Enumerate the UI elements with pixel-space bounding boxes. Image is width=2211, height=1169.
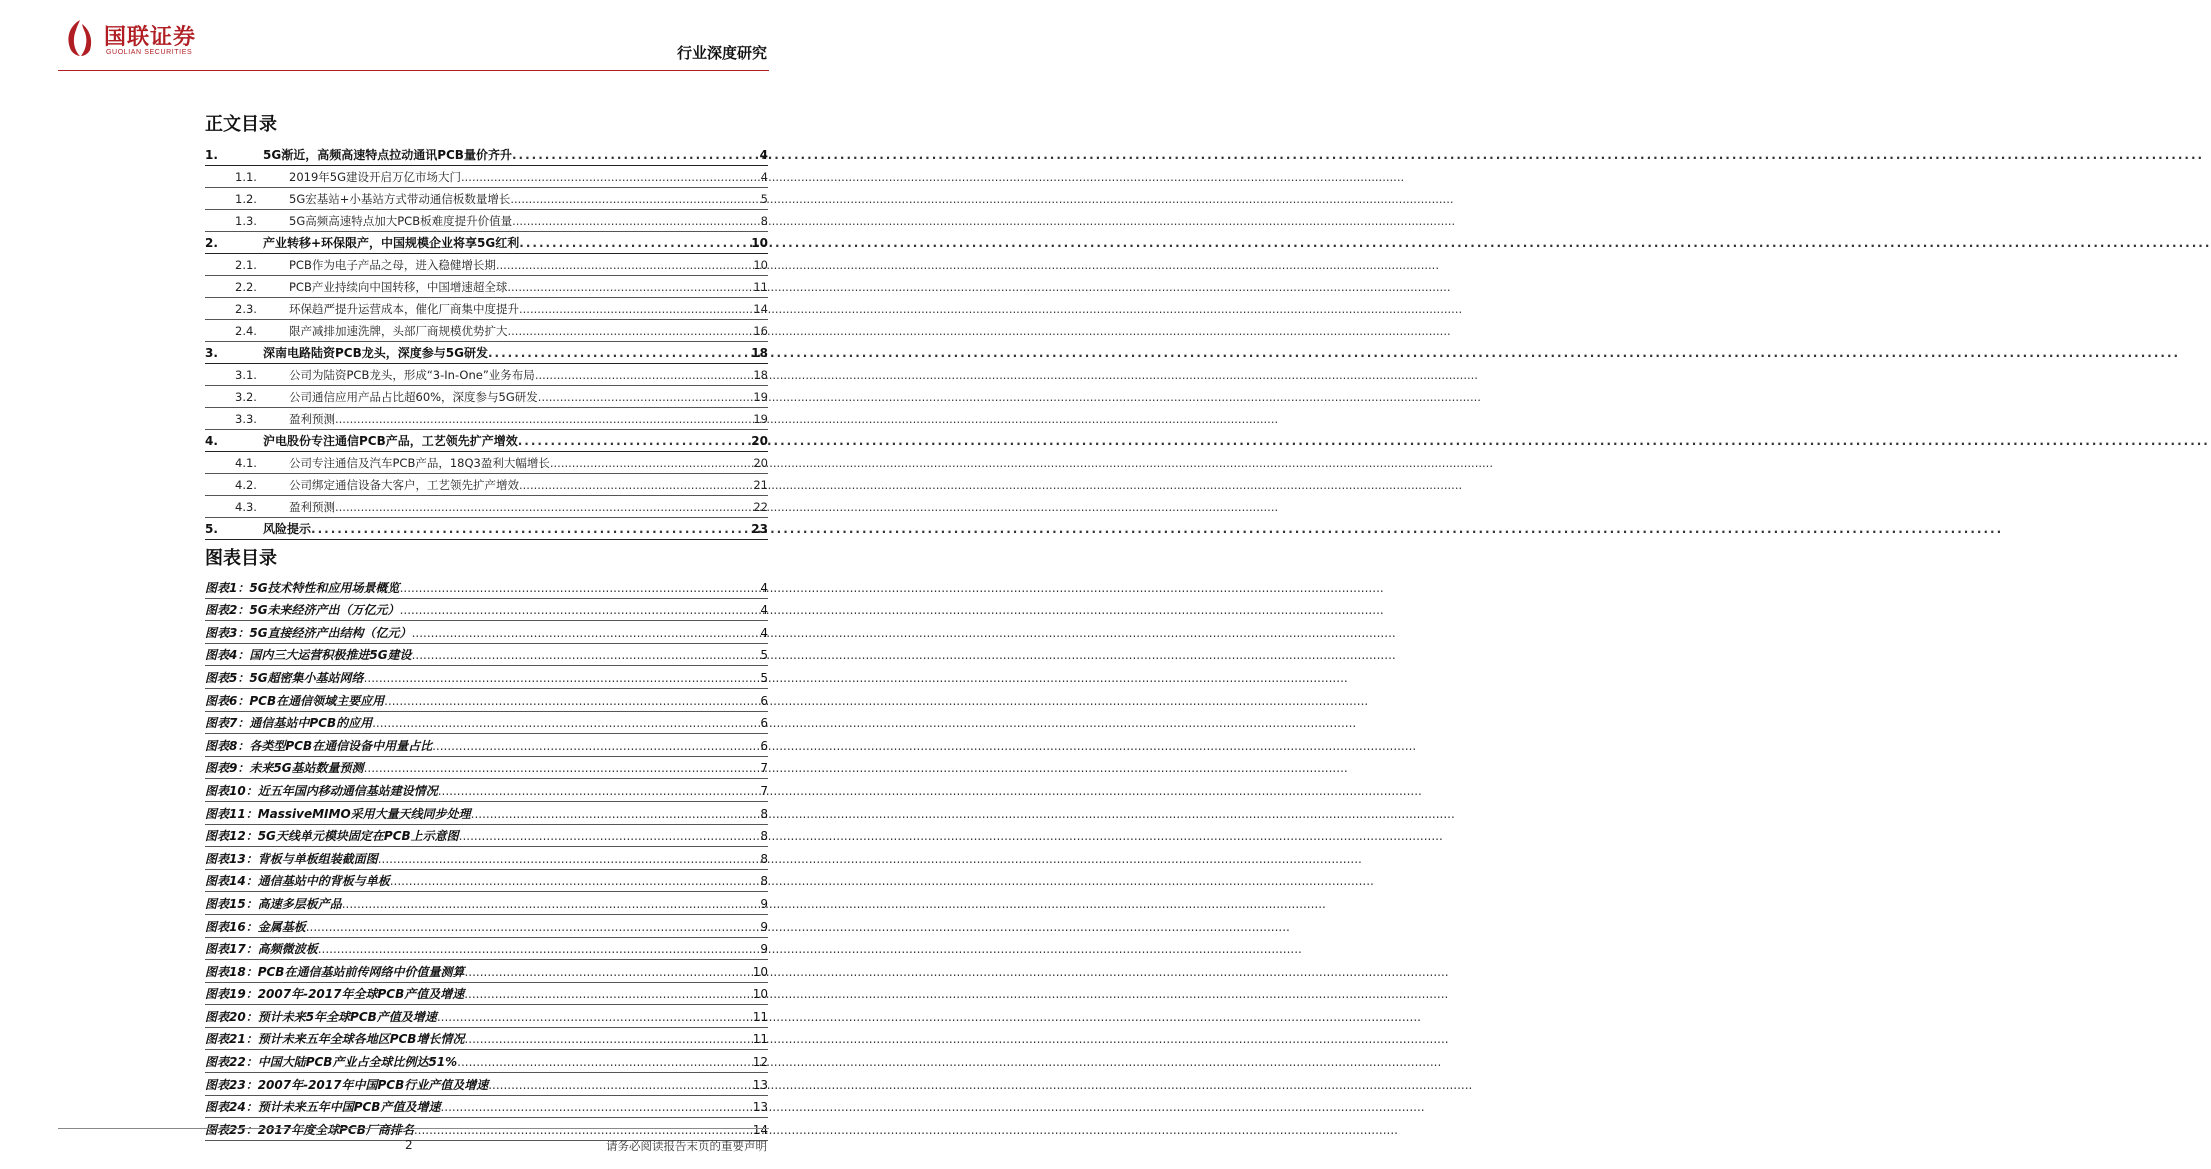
- toc-entry-title: PCB产业持续向中国转移，中国增速超全球: [289, 280, 508, 294]
- toc-heading: 正文目录: [205, 114, 277, 135]
- dot-leader: [378, 849, 759, 869]
- toc-entry-page: 23: [751, 522, 768, 536]
- figure-list-entry[interactable]: [205, 983, 768, 1006]
- figure-entry-page: 6: [760, 693, 768, 708]
- figure-entry-title: 图表1：5G技术特性和应用场景概览: [205, 580, 400, 595]
- figure-entry-page: 8: [760, 829, 768, 844]
- toc-section-entry[interactable]: [205, 452, 768, 474]
- figure-entry-title: 图表17：高频微波板: [205, 942, 318, 957]
- toc-section-entry[interactable]: [205, 210, 768, 232]
- figure-list-entry[interactable]: [205, 960, 768, 983]
- dot-leader: [384, 691, 758, 711]
- dot-leader: [488, 1075, 750, 1095]
- toc-entry-page: 8: [760, 214, 768, 228]
- toc-entry-number: 4.: [205, 434, 218, 448]
- figure-entry-title: 图表6：PCB在通信领域主要应用: [205, 693, 385, 708]
- dot-leader: [440, 1097, 750, 1117]
- dot-leader: [318, 939, 759, 959]
- toc-chapter-entry[interactable]: [205, 518, 768, 540]
- toc-entry-title: 5G渐近，高频高速特点拉动通讯PCB量价齐升: [263, 148, 512, 162]
- dot-leader: [464, 1029, 750, 1049]
- header-divider: [58, 70, 769, 71]
- toc-entry-title: 深南电路陆资PCB龙头，深度参与5G研发: [263, 346, 488, 360]
- dot-leader: [400, 578, 759, 598]
- toc-section-entry[interactable]: [205, 298, 768, 320]
- figure-list-entry[interactable]: [205, 599, 768, 622]
- dot-leader: [535, 365, 752, 385]
- dot-leader: [372, 713, 758, 733]
- toc-chapter-entry[interactable]: [205, 232, 768, 254]
- figure-list-entry[interactable]: [205, 847, 768, 870]
- toc-entry-title: 盈利预测: [289, 500, 335, 514]
- figure-entry-title: 图表22：中国大陆PCB产业占全球比例达51%: [205, 1055, 458, 1070]
- toc-entry-page: 5: [760, 192, 768, 206]
- dot-leader: [550, 453, 752, 473]
- figure-entry-page: 8: [760, 851, 768, 866]
- dot-leader: [364, 668, 759, 688]
- figure-entry-page: 5: [760, 670, 768, 685]
- dot-leader: [311, 519, 749, 539]
- dot-leader: [508, 321, 752, 341]
- toc-entry-title: 公司为陆资PCB龙头，形成“3-In-One”业务布局: [289, 368, 535, 382]
- dot-leader: [519, 299, 751, 319]
- figure-list-entry[interactable]: [205, 1073, 768, 1096]
- figure-entry-page: 10: [752, 964, 768, 979]
- figure-entry-page: 7: [760, 783, 768, 798]
- dot-leader: [519, 475, 751, 495]
- figure-list-entry[interactable]: [205, 938, 768, 961]
- report-type-label: 行业深度研究: [676, 44, 767, 62]
- figure-entry-title: 图表11：MassiveMIMO采用大量天线同步处理: [205, 806, 471, 821]
- toc-entry-title: 2019年5G建设开启万亿市场大门: [289, 170, 461, 184]
- toc-entry-number: 4.3.: [235, 500, 257, 514]
- figure-entry-title: 图表9：未来5G基站数量预测: [205, 761, 364, 776]
- toc-entry-number: 5.: [205, 522, 218, 536]
- figure-list-entry[interactable]: [205, 666, 768, 689]
- page-number: 2: [405, 1138, 413, 1152]
- toc-entry-title: 风险提示: [263, 522, 312, 536]
- toc-entry-page: 16: [753, 324, 768, 338]
- figure-entry-page: 13: [752, 1077, 768, 1092]
- toc-entry-title: 盈利预测: [289, 412, 335, 426]
- figure-entry-title: 图表10：近五年国内移动通信基站建设情况: [205, 783, 438, 798]
- dot-leader: [364, 758, 759, 778]
- figure-entry-page: 13: [752, 1100, 768, 1115]
- figure-list-entry[interactable]: [205, 1028, 768, 1051]
- toc-entry-page: 19: [753, 412, 768, 426]
- toc-entry-page: 21: [753, 478, 768, 492]
- toc-section-entry[interactable]: [205, 254, 768, 276]
- figure-entry-page: 8: [760, 806, 768, 821]
- toc-entry-number: 2.1.: [235, 258, 257, 272]
- dot-leader: [437, 1007, 751, 1027]
- dot-leader: [496, 255, 752, 275]
- dot-leader: [390, 871, 759, 891]
- dot-leader: [461, 167, 759, 187]
- footer-disclaimer: 请务必阅读报告末页的重要声明: [606, 1139, 767, 1153]
- toc-section-entry[interactable]: [205, 408, 768, 430]
- logo-text-cn: 国联证券: [104, 25, 197, 50]
- figure-entry-page: 12: [752, 1055, 768, 1070]
- figures-heading: 图表目录: [205, 548, 277, 569]
- toc-entry-title: PCB作为电子产品之母，进入稳健增长期: [289, 258, 496, 272]
- figure-list-entry[interactable]: [205, 779, 768, 802]
- figure-entry-title: 图表2：5G未来经济产出（万亿元）: [205, 603, 400, 618]
- figure-entry-title: 图表5：5G超密集小基站网络: [205, 670, 364, 685]
- figure-list-entry[interactable]: [205, 621, 768, 644]
- toc-section-entry[interactable]: [205, 364, 768, 386]
- dot-leader: [432, 736, 758, 756]
- toc-section-entry[interactable]: [205, 166, 768, 188]
- figure-entry-title: 图表7：通信基站中PCB的应用: [205, 716, 373, 731]
- figure-list-entry[interactable]: [205, 644, 768, 667]
- figure-entry-page: 8: [760, 874, 768, 889]
- toc-entry-number: 2.: [205, 236, 218, 250]
- toc-entry-page: 11: [753, 280, 768, 294]
- company-logo: [60, 18, 210, 62]
- toc-entry-number: 2.4.: [235, 324, 257, 338]
- toc-chapter-entry[interactable]: [205, 342, 768, 364]
- toc-entry-page: 18: [753, 368, 768, 382]
- dot-leader: [335, 409, 751, 429]
- dot-leader: [438, 781, 759, 801]
- toc-entry-title: 限产减排加速洗牌，头部厂商规模优势扩大: [289, 324, 508, 338]
- figure-entry-title: 图表3：5G直接经济产出结构（亿元）: [205, 625, 412, 640]
- toc-chapter-entry[interactable]: [205, 144, 768, 166]
- figure-entry-title: 图表8：各类型PCB在通信设备中用量占比: [205, 738, 433, 753]
- toc-entry-title: 公司专注通信及汽车PCB产品，18Q3盈利大幅增长: [289, 456, 550, 470]
- toc-entry-number: 3.3.: [235, 412, 257, 426]
- toc-entry-page: 4: [759, 148, 768, 162]
- figure-list-entry[interactable]: [205, 870, 768, 893]
- toc-entry-title: 公司绑定通信设备大客户，工艺领先扩产增效: [289, 478, 519, 492]
- table-of-contents: [205, 144, 768, 540]
- figure-entry-page: 14: [752, 1122, 768, 1137]
- dot-leader: [464, 962, 750, 982]
- dot-leader: [512, 211, 759, 231]
- dot-leader: [512, 145, 758, 165]
- toc-entry-title: 5G宏基站+小基站方式带动通信板数量增长: [289, 192, 511, 206]
- figure-entry-page: 11: [752, 1009, 768, 1024]
- toc-entry-number: 1.1.: [235, 170, 257, 184]
- figure-list-entry[interactable]: [205, 802, 768, 825]
- figure-entry-page: 4: [760, 603, 768, 618]
- toc-entry-page: 18: [751, 346, 768, 360]
- dot-leader: [488, 343, 749, 363]
- toc-section-entry[interactable]: [205, 496, 768, 518]
- toc-entry-page: 10: [751, 236, 768, 250]
- toc-entry-title: 公司通信应用产品占比超60%，深度参与5G研发: [289, 390, 538, 404]
- figure-list-entry[interactable]: [205, 915, 768, 938]
- figure-entry-title: 图表25：2017年度全球PCB厂商排名: [205, 1122, 414, 1137]
- toc-entry-page: 14: [753, 302, 768, 316]
- figure-entry-title: 图表12：5G天线单元模块固定在PCB上示意图: [205, 829, 459, 844]
- figure-entry-title: 图表16：金属基板: [205, 919, 306, 934]
- figure-entry-title: 图表14：通信基站中的背板与单板: [205, 874, 390, 889]
- toc-entry-page: 19: [753, 390, 768, 404]
- figure-entry-page: 6: [760, 738, 768, 753]
- dot-leader: [464, 984, 750, 1004]
- dot-leader: [412, 645, 759, 665]
- toc-entry-number: 1.3.: [235, 214, 257, 228]
- figure-entry-title: 图表20：预计未来5年全球PCB产值及增速: [205, 1009, 437, 1024]
- dot-leader: [538, 387, 752, 407]
- dot-leader: [306, 917, 759, 937]
- figure-entry-page: 4: [760, 625, 768, 640]
- toc-entry-page: 10: [753, 258, 768, 272]
- figure-entry-title: 图表4：国内三大运营积极推进5G建设: [205, 648, 412, 663]
- logo-text-en: GUOLIAN SECURITIES: [106, 49, 193, 56]
- dot-leader: [471, 804, 759, 824]
- toc-entry-title: 沪电股份专注通信PCB产品，工艺领先扩产增效: [263, 434, 518, 448]
- toc-entry-page: 20: [753, 456, 768, 470]
- toc-entry-title: 环保趋严提升运营成本，催化厂商集中度提升: [289, 302, 519, 316]
- figure-list-entry[interactable]: [205, 825, 768, 848]
- figure-entry-page: 10: [752, 987, 768, 1002]
- toc-section-entry[interactable]: [205, 386, 768, 408]
- figure-entry-title: 图表19：2007年-2017年全球PCB产值及增速: [205, 987, 465, 1002]
- toc-section-entry[interactable]: [205, 474, 768, 496]
- figure-entry-page: 9: [760, 919, 768, 934]
- dot-leader: [400, 600, 759, 620]
- figure-entry-title: 图表15：高速多层板产品: [205, 896, 342, 911]
- figure-list-entry[interactable]: [205, 892, 768, 915]
- toc-entry-number: 2.3.: [235, 302, 257, 316]
- toc-chapter-entry[interactable]: [205, 430, 768, 452]
- toc-entry-number: 2.2.: [235, 280, 257, 294]
- toc-entry-number: 4.2.: [235, 478, 257, 492]
- figure-entry-page: 9: [760, 942, 768, 957]
- toc-entry-page: 20: [751, 434, 768, 448]
- toc-entry-title: 产业转移+环保限产，中国规模企业将享5G红利: [263, 236, 520, 250]
- dot-leader: [459, 826, 759, 846]
- toc-entry-number: 3.1.: [235, 368, 257, 382]
- toc-section-entry[interactable]: [205, 276, 768, 298]
- toc-entry-number: 1.2.: [235, 192, 257, 206]
- figure-entry-title: 图表24：预计未来五年中国PCB产值及增速: [205, 1100, 441, 1115]
- footer-divider: [58, 1128, 769, 1129]
- toc-entry-number: 3.2.: [235, 390, 257, 404]
- figure-list-entry[interactable]: [205, 757, 768, 780]
- figure-list-entry[interactable]: [205, 734, 768, 757]
- figure-entry-page: 11: [752, 1032, 768, 1047]
- toc-entry-page: 4: [760, 170, 768, 184]
- figure-entry-page: 5: [760, 648, 768, 663]
- dot-leader: [519, 233, 749, 253]
- dot-leader: [457, 1052, 751, 1072]
- figure-entry-page: 4: [760, 580, 768, 595]
- figure-entry-title: 图表21：预计未来五年全球各地区PCB增长情况: [205, 1032, 465, 1047]
- dot-leader: [507, 277, 751, 297]
- toc-entry-number: 1.: [205, 148, 218, 162]
- toc-entry-page: 22: [753, 500, 768, 514]
- figure-entry-title: 图表13：背板与单板组装截面图: [205, 851, 378, 866]
- dot-leader: [335, 497, 751, 517]
- figure-list-entry[interactable]: [205, 712, 768, 735]
- figure-list-entry[interactable]: [205, 1050, 768, 1073]
- figure-list-entry[interactable]: [205, 1096, 768, 1119]
- toc-section-entry[interactable]: [205, 320, 768, 342]
- toc-entry-number: 4.1.: [235, 456, 257, 470]
- figure-entry-title: 图表18：PCB在通信基站前传网络中价值量测算: [205, 964, 465, 979]
- dot-leader: [414, 1120, 751, 1140]
- toc-entry-number: 3.: [205, 346, 218, 360]
- dot-leader: [342, 894, 759, 914]
- figure-list-entry[interactable]: [205, 1005, 768, 1028]
- figure-entry-title: 图表23：2007年-2017年中国PCB行业产值及增速: [205, 1077, 489, 1092]
- toc-section-entry[interactable]: [205, 188, 768, 210]
- figure-entry-page: 7: [760, 761, 768, 776]
- figure-entry-page: 9: [760, 896, 768, 911]
- figure-list-entry[interactable]: [205, 689, 768, 712]
- page-header: [0, 0, 827, 70]
- dot-leader: [510, 189, 758, 209]
- dot-leader: [518, 431, 750, 451]
- list-of-figures: [205, 576, 768, 1141]
- dot-leader: [412, 623, 759, 643]
- figure-list-entry[interactable]: [205, 576, 768, 599]
- figure-entry-page: 6: [760, 716, 768, 731]
- toc-entry-title: 5G高频高速特点加大PCB板难度提升价值量: [289, 214, 513, 228]
- guolian-logo-icon: [60, 18, 100, 58]
